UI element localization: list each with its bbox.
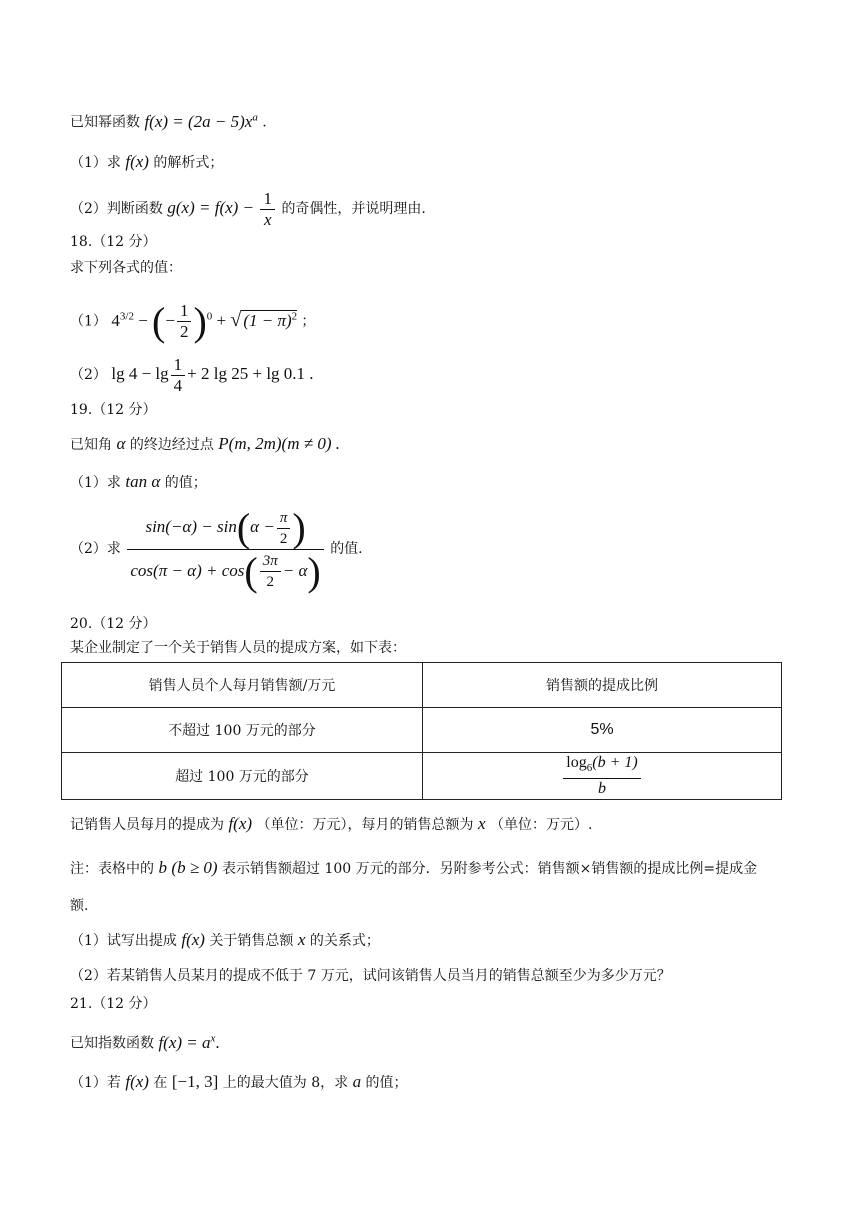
q17-function: $f(x) = (2a - 5)x^a$: [144, 111, 258, 131]
table-cell: 5%: [423, 708, 782, 753]
fraction: $\frac{1}{x}$: [260, 189, 275, 230]
commission-table: [61, 662, 782, 800]
q18-header: 18.（12 分）: [70, 234, 157, 250]
table-cell: 不超过 100 万元的部分: [62, 708, 423, 753]
table-row: [62, 708, 782, 753]
q20-note2: 注：表格中的 b (b ≥ 0) 表示销售额超过 100 万元的部分．另附参考公式：销售额×销售额的提成比例=提成金: [70, 858, 758, 877]
q20-note1: 记销售人员每月的提成为 f(x) （单位：万元），每月的销售总额为 x （单位：万元）.: [70, 814, 593, 833]
q19-header: 19.（12 分）: [70, 402, 157, 418]
q20-note2-cont: 额.: [70, 898, 89, 914]
table-cell: 超过 100 万元的部分: [62, 753, 423, 800]
q20-header: 20.（12 分）: [70, 616, 157, 632]
table-header-cell: 销售人员个人每月销售额/万元: [62, 663, 423, 708]
table-header-cell: 销售额的提成比例: [423, 663, 782, 708]
table-row: [62, 753, 782, 800]
q21-intro: 已知指数函数 $f(x) = a^x$.: [70, 1032, 220, 1052]
q19-big-fraction: sin(−α) − sin(α − $\frac{\pi}{2}$ ) cos(π − α) + cos( $\frac{3\pi}{2}$ − α): [127, 506, 323, 592]
q17-part2: （2）判断函数 g(x) = f(x) − $\frac{1}{x}$ 的奇偶性，并说明理由.: [70, 188, 426, 229]
q19-part2: （2）求 sin(−α) − sin(α − $\frac{\pi}{2}$ ) cos(π − α) + cos( $\frac{3\pi}{2}$ − α) 的值.: [70, 505, 363, 594]
q21-header: 21.（12 分）: [70, 996, 157, 1012]
q17-part1: （1）求 f(x) 的解析式；: [70, 152, 224, 171]
q20-part2: （2）若某销售人员某月的提成不低于 7 万元，试问该销售人员当月的销售总额至少为多少万元？: [70, 968, 671, 984]
q18-part1: （1） $4^{3/2}$ − (− $\frac{1}{2}$ )$^0$ + √ $(1 - \pi)^2$ ；: [70, 298, 316, 344]
table-row: [62, 663, 782, 708]
log-fraction: $\frac{\log_6(b + 1)}{b}$: [563, 753, 640, 799]
q21-part1: （1）若 f(x) 在 [−1, 3] 上的最大值为 8，求 a 的值；: [70, 1072, 408, 1091]
table-cell: [423, 753, 782, 800]
q20-intro: 某企业制定了一个关于销售人员的提成方案，如下表：: [70, 640, 406, 656]
q17-intro: 已知幂函数 $f(x) = (2a - 5)x^a$ .: [70, 111, 267, 131]
q19-intro: 已知角 α 的终边经过点 P(m, 2m)(m ≠ 0) .: [70, 434, 340, 453]
q18-intro: 求下列各式的值：: [70, 260, 182, 276]
q19-part1: （1）求 tan α 的值；: [70, 472, 207, 491]
q20-part1: （1）试写出提成 f(x) 关于销售总额 x 的关系式；: [70, 930, 380, 949]
q18-part2: （2） lg 4 − lg $\frac{1}{4}$ + 2 lg 25 + lg 0.1 .: [70, 354, 314, 395]
